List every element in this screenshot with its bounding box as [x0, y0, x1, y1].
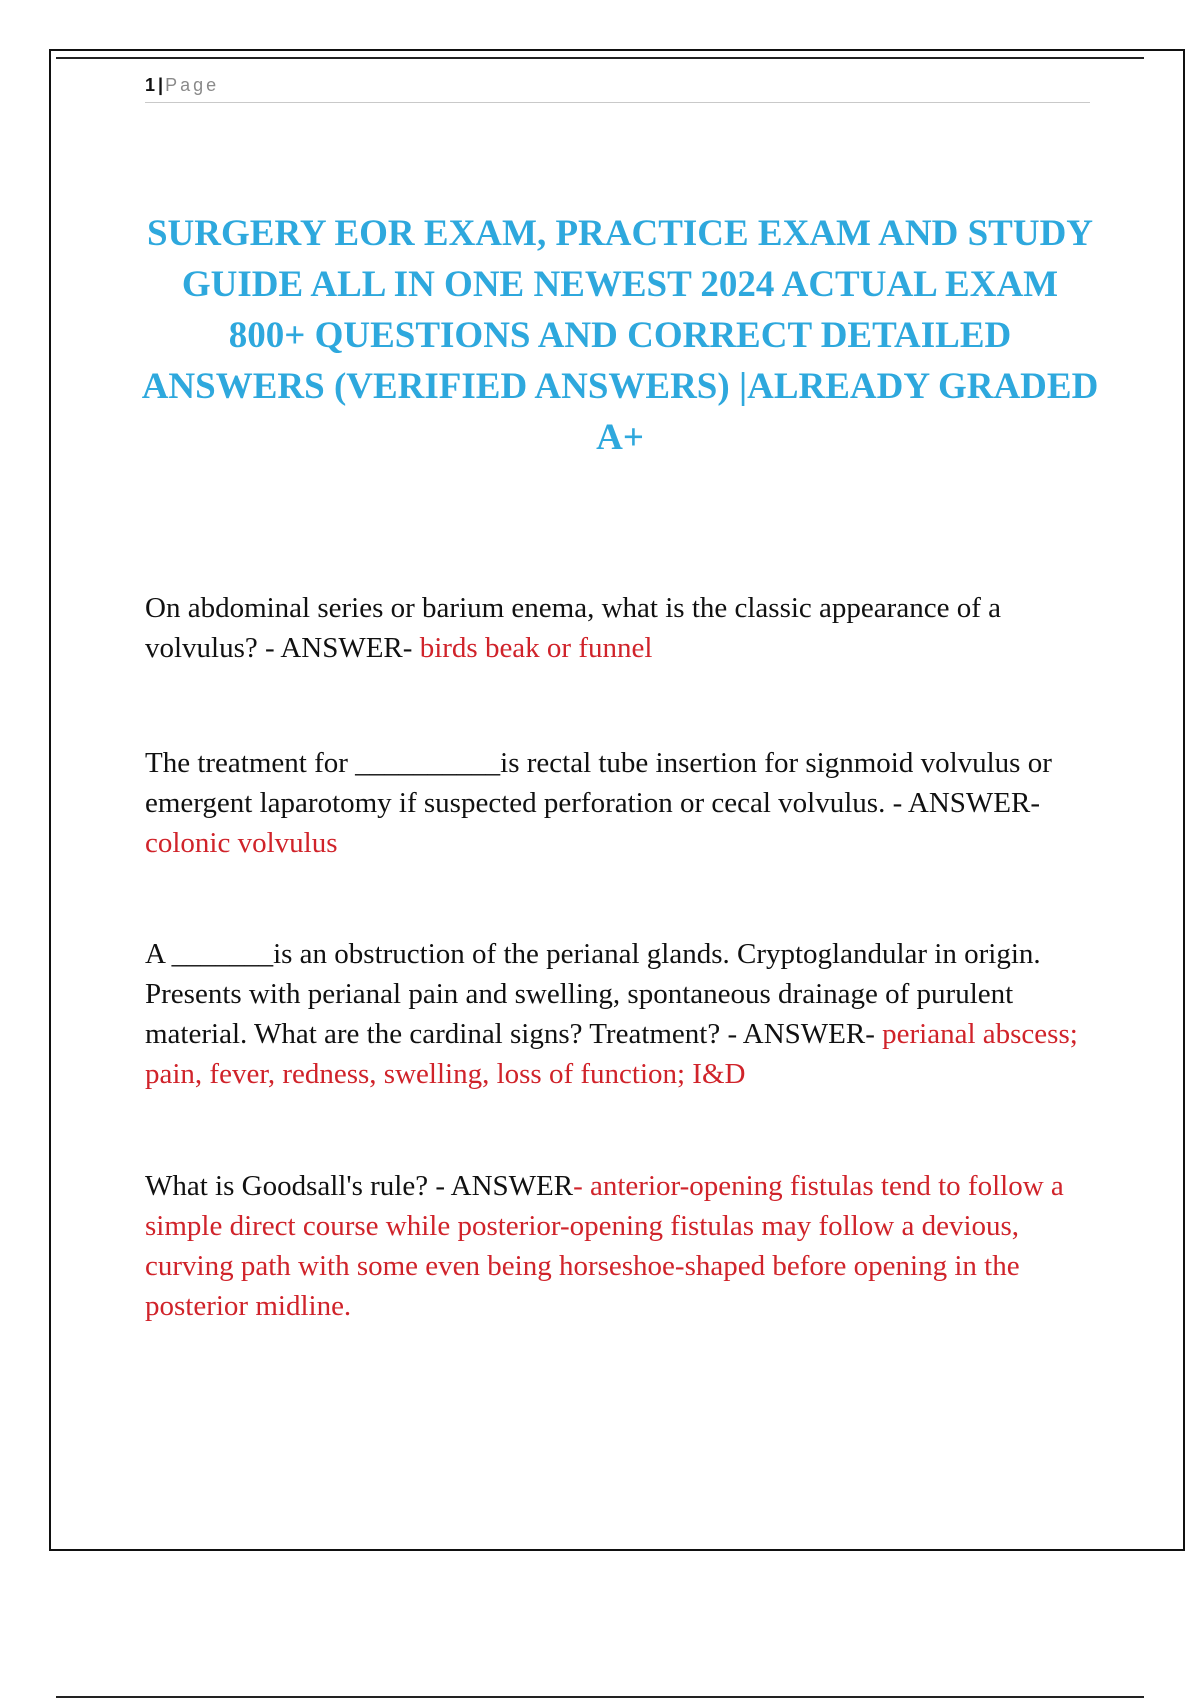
top-rule: [56, 57, 1144, 59]
qa-item: [145, 934, 1095, 1094]
answer-text: - anterior-opening fistulas tend to follow a simple direct course while posterior-opening fistulas may follow a devious, curving path with some even being horseshoe-shaped before opening in the posterior midline.: [145, 1170, 1064, 1322]
page-label: Page: [165, 75, 220, 95]
answer-text: perianal abscess; pain, fever, redness, swelling, loss of function; I&D: [145, 1018, 1078, 1090]
question-text: On abdominal series or barium enema, what is the classic appearance of a volvulus? - ANSWER-: [145, 592, 1001, 664]
page-number: 1: [145, 75, 156, 95]
question-text: What is Goodsall's rule? - ANSWER: [145, 1170, 574, 1202]
qa-item: [145, 1166, 1095, 1326]
question-text: The treatment for __________is rectal tube insertion for signmoid volvulus or emergent laparotomy if suspected perforation or cecal volvulus. - ANSWER-: [145, 747, 1052, 819]
question-text: A _______is an obstruction of the perianal glands. Cryptoglandular in origin. Presents with perianal pain and swelling, spontaneous drainage of purulent material. What are the cardinal signs? Treatment? - ANSWER-: [145, 938, 1041, 1050]
answer-text: birds beak or funnel: [419, 632, 653, 664]
page-header: [145, 74, 1090, 103]
document-title: SURGERY EOR EXAM, PRACTICE EXAM AND STUDY GUIDE ALL IN ONE NEWEST 2024 ACTUAL EXAM 800+ QUESTIONS AND CORRECT DETAILED ANSWERS (VERIFIED ANSWERS) |ALREADY GRADED A+: [141, 213, 1099, 458]
answer-text: colonic volvulus: [145, 827, 338, 859]
qa-item: [145, 743, 1095, 863]
page-separator: |: [158, 75, 164, 95]
bottom-rule: [56, 1696, 1144, 1698]
qa-item: [145, 588, 1095, 668]
